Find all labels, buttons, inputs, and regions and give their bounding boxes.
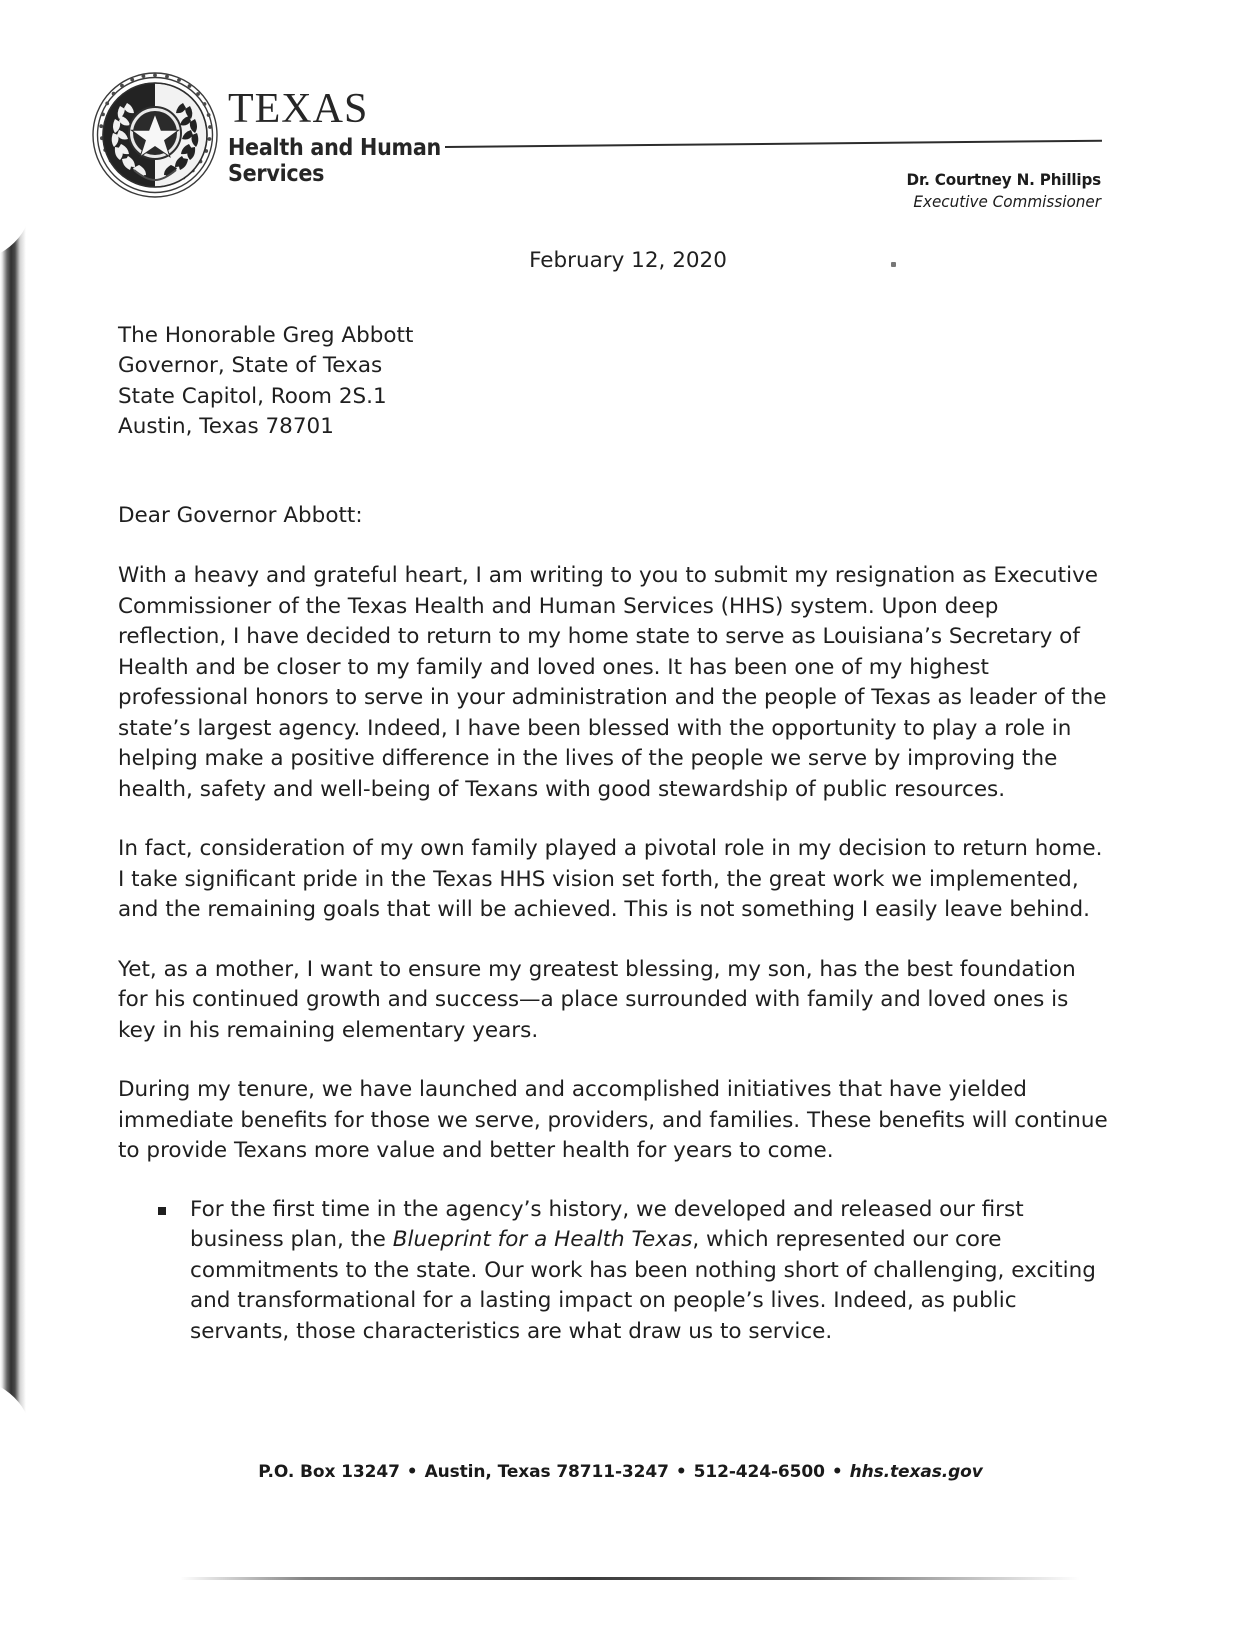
square-bullet-icon <box>158 1207 166 1215</box>
bullet-text-after: , which represented our core commitments to the state. Our work has been nothing short of challenging, exciting and transformational for a lasting impact on people’s lives. Indeed, as public servants, those characteristics are what draw us to service. <box>190 1227 1096 1344</box>
scan-edge-curve-bottom <box>0 1380 32 1640</box>
footer-separator: • <box>831 1462 843 1482</box>
salutation: Dear Governor Abbott: <box>118 502 363 528</box>
list-item <box>118 1195 1108 1348</box>
footer-po-box: P.O. Box 13247 <box>258 1462 400 1482</box>
commissioner-title: Executive Commissioner <box>913 192 1101 211</box>
address-line: State Capitol, Room 2S.1 <box>118 383 387 409</box>
wordmark-health-and-human: Health and Human <box>228 135 442 161</box>
body-paragraph: In fact, consideration of my own family played a pivotal role in my decision to return home. I take significant pride in the Texas HHS vision set forth, the great work we implemented, and the remaining goals that will be achieved. This is not something I easily leave behind. <box>118 836 1103 922</box>
header-divider-rule <box>445 140 1102 148</box>
hhs-wordmark <box>228 88 468 188</box>
letter-paragraphs <box>118 561 1108 1167</box>
footer-phone: 512-424-6500 <box>693 1462 825 1482</box>
footer-city-zip: Austin, Texas 78711-3247 <box>424 1462 669 1482</box>
footer-separator: • <box>406 1462 418 1482</box>
address-line: Austin, Texas 78701 <box>118 414 334 439</box>
scan-edge-shadow-bottom <box>180 1577 1080 1580</box>
commissioner-block <box>681 170 1101 211</box>
accomplishments-list <box>118 1195 1108 1348</box>
body-paragraph: Yet, as a mother, I want to ensure my greatest blessing, my son, has the best foundation for his continued growth and success—a place surrounded with family and loved ones is key in his remaining elementary years. <box>118 956 1076 1043</box>
wordmark-texas: TEXAS <box>228 86 369 132</box>
bullet-text-italic: Blueprint for a Health Texas <box>392 1227 693 1252</box>
recipient-address-block <box>118 321 1108 443</box>
commissioner-name: Dr. Courtney N. Phillips <box>906 170 1101 189</box>
bullet-text-before: For the first time in the agency’s history, we developed and released our first business plan, the <box>190 1196 1024 1252</box>
footer-separator: • <box>675 1462 687 1482</box>
wordmark-services: Services <box>228 160 325 187</box>
address-line: The Honorable Greg Abbott <box>118 322 414 348</box>
letterhead <box>0 0 1241 230</box>
address-line: Governor, State of Texas <box>118 353 383 378</box>
body-paragraph: During my tenure, we have launched and accomplished initiatives that have yielded immediate benefits for those we serve, providers, and families. These benefits will continue to provide Texans more value and better health for years to come. <box>118 1077 1108 1163</box>
letter-date: February 12, 2020 <box>529 248 727 273</box>
footer-website: hhs.texas.gov <box>849 1462 983 1482</box>
letter-body <box>118 246 1108 1365</box>
page-footer <box>0 1462 1241 1482</box>
body-paragraph: With a heavy and grateful heart, I am writing to you to submit my resignation as Executive Commissioner of the Texas Health and Human Services (HHS) system. Upon deep reflection, I have decided to return to my home state to serve as Louisiana’s Secretary of Health and be closer to my family and loved ones. It has been one of my highest professional honors to serve in your administration and the people of Texas as leader of the state’s largest agency. Indeed, I have been blessed with the opportunity to play a role in helping make a positive difference in the lives of the people we serve by improving the health, safety and well-being of Texans with good stewardship of public resources. <box>118 563 1107 802</box>
texas-state-seal-icon <box>90 70 220 200</box>
